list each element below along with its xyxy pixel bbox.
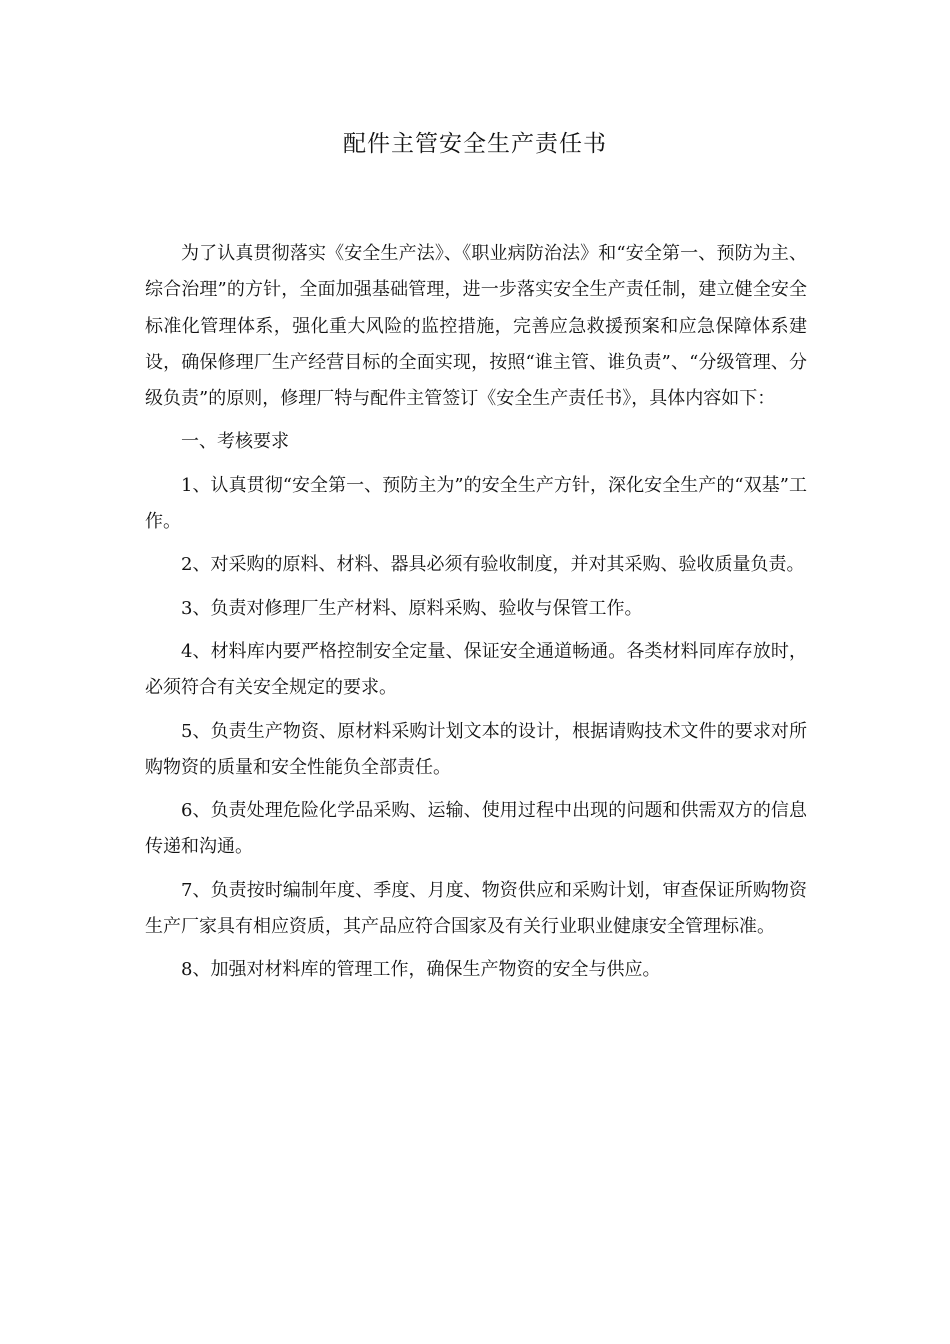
requirement-item-6: 6、负责处理危险化学品采购、运输、使用过程中出现的问题和供需双方的信息传递和沟通。 <box>145 800 807 858</box>
document-body <box>145 236 807 989</box>
requirement-item-7: 7、负责按时编制年度、季度、月度、物资供应和采购计划，审查保证所购物资生产厂家具有相应资质，其产品应符合国家及有关行业职业健康安全管理标准。 <box>145 879 807 938</box>
section-heading-assessment: 一、考核要求 <box>181 431 289 453</box>
requirement-item-4: 4、材料库内要严格控制安全定量、保证安全通道畅通。各类材料同库存放时，必须符合有关安全规定的要求。 <box>145 640 807 699</box>
requirement-item-2: 2、对采购的原料、材料、器具必须有验收制度，并对其采购、验收质量负责。 <box>181 554 805 576</box>
requirement-item-1: 1、认真贯彻“安全第一、预防主为”的安全生产方针，深化安全生产的“双基”工作。 <box>145 474 807 533</box>
requirement-item-5: 5、负责生产物资、原材料采购计划文本的设计，根据请购技术文件的要求对所购物资的质量和安全性能负全部责任。 <box>145 720 807 778</box>
requirement-item-3: 3、负责对修理厂生产材料、原料采购、验收与保管工作。 <box>181 597 643 619</box>
intro-paragraph: 为了认真贯彻落实《安全生产法》、《职业病防治法》和“安全第一、预防为主、综合治理”的方针，全面加强基础管理，进一步落实安全生产责任制，建立健全安全标准化管理体系，强化重大风险的监控措施，完善应急救援预案和应急保障体系建设，确保修理厂生产经营目标的全面实现，按照“谁主管、谁负责”、“分级管理、分级负责”的原则，修理厂特与配件主管签订《安全生产责任书》，具体内容如下： <box>145 243 807 410</box>
document-title: 配件主管安全生产责任书 <box>343 131 607 157</box>
requirement-item-8: 8、加强对材料库的管理工作，确保生产物资的安全与供应。 <box>181 959 661 981</box>
